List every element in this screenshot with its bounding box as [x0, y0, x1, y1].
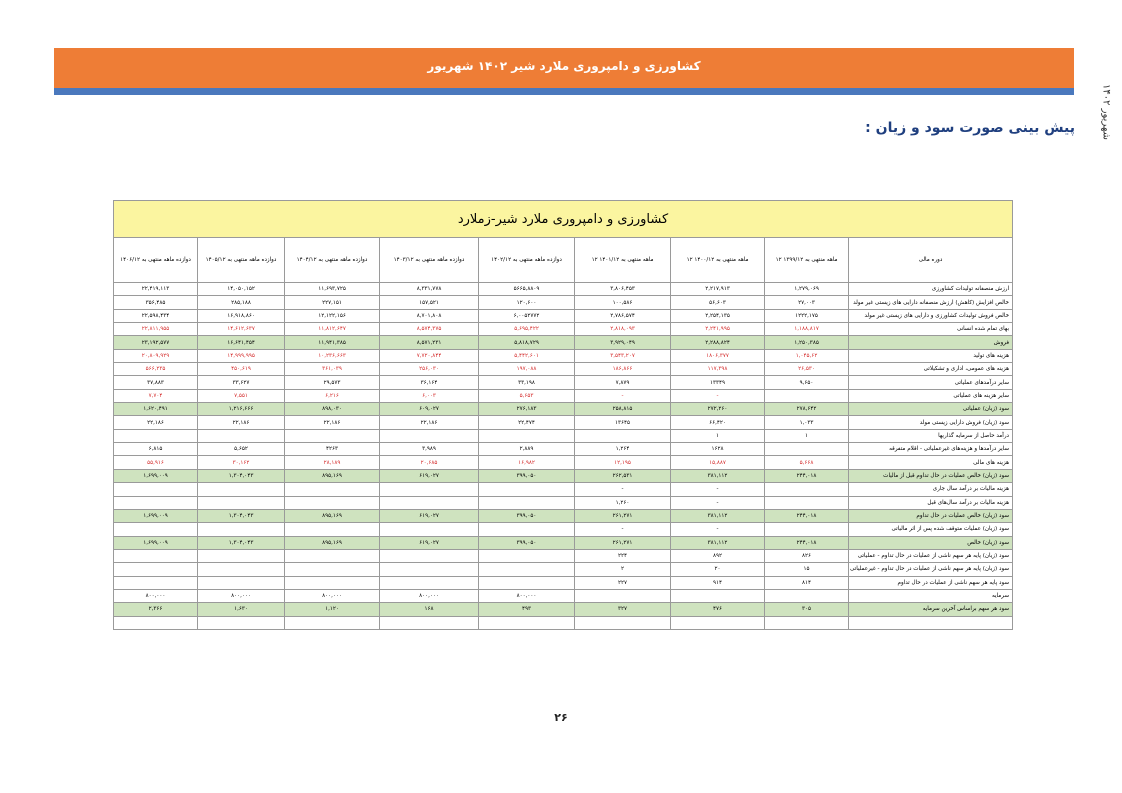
table-cell: ۲۰,۶۸۵: [380, 456, 479, 469]
table-cell: -: [575, 483, 671, 496]
table-cell: ۸۹۲: [671, 549, 765, 562]
table-row: [114, 403, 1013, 416]
table-cell: ۸,۵۷۱,۲۳۱: [380, 336, 479, 349]
table-cell: [479, 549, 575, 562]
column-header: ماهه منتهی به ۱۴۰۱/۱۲ ۱۲: [575, 238, 671, 283]
table-cell: ۶۱۹,۰۲۷: [380, 509, 479, 522]
table-cell: [380, 496, 479, 509]
table-cell: ۲۰,۸۰۹,۹۲۹: [114, 349, 198, 362]
table-cell: ۱,۲۷۹,۰۶۹: [765, 283, 849, 296]
row-label: بهای تمام شده انسانی: [849, 323, 1013, 336]
table-cell: ۶,۰۰۳: [380, 389, 479, 402]
row-label: خالص فروش تولیدات کشاورزی و دارایی های زیستی غیر مولد: [849, 309, 1013, 322]
table-cell: ۲۹,۵۷۳: [285, 376, 380, 389]
table-cell: ۵,۶۵۳: [479, 389, 575, 402]
table-cell: [479, 576, 575, 589]
header-underline: [54, 88, 1074, 95]
table-cell: [285, 496, 380, 509]
row-label: سود (زیان) عملیات متوقف شده پس از اثر مالیاتی: [849, 523, 1013, 536]
table-cell: [575, 589, 671, 602]
table-cell: ۱,۱۸۸,۸۱۷: [765, 323, 849, 336]
table-cell: ۳,۹۲۹,۰۴۹: [575, 336, 671, 349]
table-row: [114, 309, 1013, 322]
table-cell: ۲۷,۰۰۳: [765, 296, 849, 309]
table-cell: ۱۳۶۴۵: [575, 416, 671, 429]
table-cell: ۱,۲۶۴: [575, 443, 671, 456]
table-title: کشاورزی و دامپروری ملارد شیر-زملارد: [114, 201, 1013, 238]
row-label: سایر هزینه های عملیاتی: [849, 389, 1013, 402]
table-cell: ۱۵۷,۵۲۱: [380, 296, 479, 309]
table-cell: ۲,۷۸۶,۵۷۴: [575, 309, 671, 322]
table-cell: ۶۱۹,۰۲۷: [380, 536, 479, 549]
table-cell: ۳۰,۱۶۲: [198, 456, 285, 469]
table-cell: ۱,۲۵۰,۳۸۵: [765, 336, 849, 349]
table-cell: ۲: [575, 563, 671, 576]
table-cell: ۱,۶۹۹,۰۰۹: [114, 469, 198, 482]
row-label: سرمایه: [849, 589, 1013, 602]
table-cell: ۲۴۴,۰۱۸: [765, 536, 849, 549]
table-cell: [198, 616, 285, 629]
table-cell: -: [671, 523, 765, 536]
column-header: دوره مالی: [849, 238, 1013, 283]
row-label: خالص افزایش (کاهش) ارزش منصفانه دارایی های زیستی غیر مولد: [849, 296, 1013, 309]
table-cell: ۲۴۴,۰۱۸: [765, 469, 849, 482]
table-row: [114, 469, 1013, 482]
table-cell: [198, 429, 285, 442]
table-cell: ۸۰۰,۰۰۰: [285, 589, 380, 602]
table-cell: ۸۱۴: [765, 576, 849, 589]
table-cell: ۱,۲۶۰: [575, 496, 671, 509]
table-row: [114, 509, 1013, 522]
section-title: پیش بینی صورت سود و زیان :: [865, 120, 1075, 136]
table-cell: ۳۶,۱۶۴: [380, 376, 479, 389]
table-cell: ۲۳,۱۹۲,۵۷۷: [114, 336, 198, 349]
table-row: [114, 443, 1013, 456]
table-cell: [114, 563, 198, 576]
table-cell: [479, 563, 575, 576]
table-cell: ۲,۲۱۷,۹۱۳: [671, 283, 765, 296]
table-cell: ۶۰۹,۰۲۷: [380, 403, 479, 416]
table-cell: ۸۲۶: [765, 549, 849, 562]
income-statement-table: [113, 200, 1013, 630]
table-cell: ۲۷۸,۶۴۲: [765, 403, 849, 416]
table-row: [114, 483, 1013, 496]
table-cell: ۲۲۷: [575, 576, 671, 589]
table-cell: ۵۶,۶۰۳: [671, 296, 765, 309]
table-row: [114, 496, 1013, 509]
table-cell: [479, 496, 575, 509]
table-cell: ۵,۸۱۸,۷۲۹: [479, 336, 575, 349]
table-cell: ۱: [765, 429, 849, 442]
table-cell: ۱۴,۶۱۲,۶۳۷: [198, 323, 285, 336]
table-row: [114, 429, 1013, 442]
table-cell: ۱۱,۸۱۲,۶۴۷: [285, 323, 380, 336]
row-label: سود (زیان) فروش دارایی زیستی مولد: [849, 416, 1013, 429]
table-cell: ۲۶۱,۲۷۱: [575, 536, 671, 549]
table-row: [114, 376, 1013, 389]
table-cell: ۲۰: [671, 563, 765, 576]
row-label: درآمد حاصل از سرمایه گذاریها: [849, 429, 1013, 442]
table-cell: ۱۶,۹۸۲: [479, 456, 575, 469]
table-cell: ۲,۸۱۸,۰۹۳: [575, 323, 671, 336]
table-cell: ۳۹۹,۰۵۰: [479, 509, 575, 522]
table-cell: [765, 616, 849, 629]
table-cell: ۱,۰۳۳: [765, 416, 849, 429]
page-header-bar: [54, 48, 1074, 88]
table-cell: [114, 576, 198, 589]
table-cell: ۲۲,۱۸۶: [198, 416, 285, 429]
table-cell: [380, 523, 479, 536]
table-header-row: [114, 238, 1013, 283]
table-cell: ۸۹۸,۰۳۰: [285, 403, 380, 416]
table-cell: ۱۵: [765, 563, 849, 576]
row-label: هزینه های عمومی، اداری و تشکیلاتی: [849, 363, 1013, 376]
table-cell: ۸۹۵,۱۶۹: [285, 469, 380, 482]
row-label: هزینه های مالی: [849, 456, 1013, 469]
side-label: شهریور ۱۴۰۲: [1100, 84, 1112, 140]
table-cell: ۸۰۰,۰۰۰: [479, 589, 575, 602]
row-label: ارزش منصفانه تولیدات کشاورزی: [849, 283, 1013, 296]
table-cell: [285, 616, 380, 629]
table-row: [114, 323, 1013, 336]
table-cell: ۷,۷۰۴: [114, 389, 198, 402]
table-cell: ۲,۲۴۱,۹۹۵: [671, 323, 765, 336]
table-cell: ۲,۲۸۸,۸۲۴: [671, 336, 765, 349]
table-row: [114, 389, 1013, 402]
side-label-container: [1098, 72, 1114, 152]
table-cell: [575, 616, 671, 629]
table-cell: ۳,۸۰۶,۴۵۳: [575, 283, 671, 296]
table-cell: ۳۸۱,۱۱۲: [671, 536, 765, 549]
table-cell: ۲۵۶,۰۳۰: [380, 363, 479, 376]
table-row: [114, 416, 1013, 429]
table-cell: -: [671, 496, 765, 509]
table-cell: [380, 429, 479, 442]
table-cell: [671, 589, 765, 602]
table-cell: [285, 523, 380, 536]
table-cell: [380, 549, 479, 562]
table-cell: ۱۶۸: [380, 603, 479, 616]
row-label: سود (زیان) خالص عملیات در حال تداوم قبل از مالیات: [849, 469, 1013, 482]
table-row: [114, 336, 1013, 349]
table-cell: ۲۲,۵۹۸,۴۳۴: [114, 309, 198, 322]
table-cell: ۱۰۰,۵۸۶: [575, 296, 671, 309]
table-cell: ۱۶۲۸: [671, 443, 765, 456]
table-cell: [285, 483, 380, 496]
table-cell: ۵,۴۴۲,۶۰۱: [479, 349, 575, 362]
table-cell: ۵,۶۵۲: [198, 443, 285, 456]
column-header: دوازده ماهه منتهی به ۱۴۰۵/۱۲: [198, 238, 285, 283]
table-cell: ۴۷۶: [671, 603, 765, 616]
table-cell: ۱۱,۹۴۱,۳۸۵: [285, 336, 380, 349]
table-row: [114, 349, 1013, 362]
column-header: دوازده ماهه منتهی به ۱۴۰۲/۱۲: [479, 238, 575, 283]
table-cell: [765, 496, 849, 509]
table-cell: ۲۸,۱۸۹: [285, 456, 380, 469]
table-cell: ۱۹۷,۰۸۸: [479, 363, 575, 376]
table-cell: ۱۲,۱۹۵: [575, 456, 671, 469]
table-cell: ۲۶۲,۵۳۱: [575, 469, 671, 482]
table-cell: [765, 589, 849, 602]
table-row: [114, 456, 1013, 469]
table-cell: ۱,۶۹۹,۰۰۹: [114, 509, 198, 522]
table-cell: ۲۲,۸۱۱,۹۵۵: [114, 323, 198, 336]
table-cell: -: [575, 389, 671, 402]
table-cell: ۴۵۰,۶۱۹: [198, 363, 285, 376]
table-row: [114, 523, 1013, 536]
table-cell: [198, 549, 285, 562]
column-header: دوازده ماهه منتهی به ۱۴۰۴/۱۲: [285, 238, 380, 283]
table-cell: ۶,۲۱۶: [285, 389, 380, 402]
table-cell: [575, 429, 671, 442]
row-label: سایر درآمدها و هزینه‌های غیرعملیاتی - اقلام متفرقه: [849, 443, 1013, 456]
table-cell: [114, 496, 198, 509]
table-cell: ۵۶۶,۲۳۵: [114, 363, 198, 376]
table-cell: [198, 523, 285, 536]
table-cell: ۱,۳۰۴,۰۴۳: [198, 469, 285, 482]
row-label: هزینه مالیات بر درآمد سال‌های قبل: [849, 496, 1013, 509]
table-cell: -: [671, 483, 765, 496]
table-cell: [285, 576, 380, 589]
table-cell: ۱,۳۰۴,۰۴۳: [198, 509, 285, 522]
table-cell: ۲۲,۱۸۶: [285, 416, 380, 429]
column-header: ماهه منتهی به ۱۴۰۰/۱۲ ۱۲: [671, 238, 765, 283]
table-cell: ۵۵,۹۱۶: [114, 456, 198, 469]
table-cell: ۳۶۱,۰۳۹: [285, 363, 380, 376]
table-cell: ۸۰۰,۰۰۰: [198, 589, 285, 602]
table-cell: ۹۱۴: [671, 576, 765, 589]
table-cell: ۲۲,۴۱۹,۱۱۳: [114, 283, 198, 296]
table-cell: [198, 576, 285, 589]
table-cell: ۲۷۶,۱۸۳: [479, 403, 575, 416]
table-cell: ۲۲۷,۱۵۱: [285, 296, 380, 309]
table-row: [114, 283, 1013, 296]
table-cell: [479, 429, 575, 442]
table-cell: ۳۰۵: [765, 603, 849, 616]
table-cell: [114, 429, 198, 442]
table-cell: [380, 483, 479, 496]
column-header: ماهه منتهی به ۱۳۹۹/۱۲ ۱۲: [765, 238, 849, 283]
table-cell: ۸,۷۰۱,۸۰۸: [380, 309, 479, 322]
table-cell: ۲۲,۱۸۶: [380, 416, 479, 429]
table-cell: ۱۲,۱۲۲,۱۵۶: [285, 309, 380, 322]
row-label: [849, 616, 1013, 629]
table-cell: ۶,۸۱۵: [114, 443, 198, 456]
table-cell: [198, 483, 285, 496]
table-cell: ۳,۵۴۳,۲۰۷: [575, 349, 671, 362]
table-cell: ۳,۹۸۹: [380, 443, 479, 456]
table-row: [114, 589, 1013, 602]
table-cell: ۸۹۵,۱۶۹: [285, 509, 380, 522]
row-label: سایر درآمدهای عملیاتی: [849, 376, 1013, 389]
table-cell: ۲۴۴,۰۱۸: [765, 509, 849, 522]
table-cell: [479, 483, 575, 496]
table-cell: ۹,۶۵۰: [765, 376, 849, 389]
table-cell: ۶,۰۰۵۲۷۷۲: [479, 309, 575, 322]
table-cell: ۳۸۱,۱۱۲: [671, 509, 765, 522]
table-cell: ۸۰۰,۰۰۰: [380, 589, 479, 602]
table-cell: ۱۱,۶۹۳,۷۲۵: [285, 283, 380, 296]
table-cell: ۳۹۹,۰۵۰: [479, 536, 575, 549]
table-cell: ۲۷۲,۲۶۰: [671, 403, 765, 416]
table-cell: ۱۸۰۶,۳۷۷: [671, 349, 765, 362]
table-cell: ۲۶,۵۳۰: [765, 363, 849, 376]
table-cell: ۱۳۳۴۹: [671, 376, 765, 389]
table-cell: [380, 563, 479, 576]
row-label: سود (زیان) پایه هر سهم ناشی از عملیات در حال تداوم - عملیاتی: [849, 549, 1013, 562]
row-label: سود پایه هر سهم ناشی از عملیات در حال تداوم: [849, 576, 1013, 589]
table-cell: ۲,۳۶۶: [114, 603, 198, 616]
header-title: کشاورزی و دامپروری ملارد شیر ۱۴۰۲ شهریور: [427, 59, 701, 73]
table-cell: [765, 523, 849, 536]
table-row: [114, 616, 1013, 629]
table-cell: ۳۸۱,۱۱۲: [671, 469, 765, 482]
table-row: [114, 603, 1013, 616]
table-cell: ۶۱۹,۰۲۷: [380, 469, 479, 482]
table-cell: [114, 523, 198, 536]
table-cell: ۱۲۲۲,۱۷۵: [765, 309, 849, 322]
table-cell: ۴۹۳: [479, 603, 575, 616]
table-cell: ۷,۵۵۱: [198, 389, 285, 402]
row-label: سود (زیان) عملیاتی: [849, 403, 1013, 416]
table-cell: ۲۶۱,۲۷۱: [575, 509, 671, 522]
table-cell: ۲۲,۴۷۴: [479, 416, 575, 429]
table-row: [114, 363, 1013, 376]
table-cell: [198, 563, 285, 576]
table-cell: ۱,۳۰۴,۰۴۳: [198, 536, 285, 549]
table-cell: ۴۲۶۳: [285, 443, 380, 456]
table-cell: ۱۲۰,۶۰۰: [479, 296, 575, 309]
column-header: دوازده ماهه منتهی به ۱۴۰۳/۱۲: [380, 238, 479, 283]
row-label: سود هر سهم براساس آخرین سرمایه: [849, 603, 1013, 616]
table-cell: ۱,۲۱۶,۶۶۶: [198, 403, 285, 416]
table-cell: ۱,۰۴۵,۶۲: [765, 349, 849, 362]
row-label: سود (زیان) پایه هر سهم ناشی از عملیات در حال تداوم - غیرعملیاتی: [849, 563, 1013, 576]
table-cell: ۳۵۶,۴۸۵: [114, 296, 198, 309]
table-cell: ۱,۱۲۰: [285, 603, 380, 616]
table-cell: ۳۳,۶۲۷: [198, 376, 285, 389]
table-cell: ۳۹۹,۰۵۰: [479, 469, 575, 482]
table-cell: [285, 429, 380, 442]
table-cell: -: [575, 523, 671, 536]
table-row: [114, 563, 1013, 576]
table-cell: ۱۵,۸۸۷: [671, 456, 765, 469]
table-cell: [114, 549, 198, 562]
table-cell: ۸,۵۷۴,۳۷۵: [380, 323, 479, 336]
table-cell: ۲۲۴: [575, 549, 671, 562]
table-cell: ۸,۳۳۱,۷۷۸: [380, 283, 479, 296]
row-label: سود (زیان) خالص: [849, 536, 1013, 549]
table-cell: ۷,۷۲۰,۸۴۴: [380, 349, 479, 362]
table-cell: ۲,۸۸۹: [479, 443, 575, 456]
table-cell: ۶۶,۴۲۰: [671, 416, 765, 429]
table-cell: [765, 443, 849, 456]
table-row: [114, 549, 1013, 562]
table-cell: ۲,۲۵۴,۱۳۵: [671, 309, 765, 322]
table-cell: ۱۰,۲۳۶,۶۶۳: [285, 349, 380, 362]
column-header: دوازده ماهه منتهی به ۱۴۰۶/۱۲: [114, 238, 198, 283]
table-row: [114, 576, 1013, 589]
table-cell: [380, 616, 479, 629]
table-cell: [671, 616, 765, 629]
table-cell: ۱۴,۰۵۰,۱۵۲: [198, 283, 285, 296]
table-cell: ۵۶۶۵,۸۸۰۹: [479, 283, 575, 296]
table-cell: [285, 563, 380, 576]
table-cell: ۳۷,۸۸۳: [114, 376, 198, 389]
table-cell: ۱: [671, 429, 765, 442]
table-cell: ۱,۶۲۰,۴۹۱: [114, 403, 198, 416]
table-cell: ۱۱۷,۳۹۸: [671, 363, 765, 376]
page-number: ۲۶: [554, 711, 568, 724]
table-row: [114, 296, 1013, 309]
table-cell: ۱۸۶,۸۶۶: [575, 363, 671, 376]
table-cell: ۸۰۰,۰۰۰: [114, 589, 198, 602]
table-cell: [765, 389, 849, 402]
table-cell: ۸۹۵,۱۶۹: [285, 536, 380, 549]
table-cell: [114, 483, 198, 496]
table-cell: [285, 549, 380, 562]
table-cell: ۳۲۷: [575, 603, 671, 616]
row-label: هزینه های تولید: [849, 349, 1013, 362]
table-cell: ۲۸۵,۱۸۸: [198, 296, 285, 309]
table-cell: ۲۵۸,۸۱۵: [575, 403, 671, 416]
row-label: هزینه مالیات بر درآمد سال جاری: [849, 483, 1013, 496]
table-cell: [765, 483, 849, 496]
table-cell: ۱۶,۹۱۸,۸۶۰: [198, 309, 285, 322]
table-cell: ۲۲,۱۸۶: [114, 416, 198, 429]
table-cell: [198, 496, 285, 509]
table-cell: ۱۶,۶۴۱,۴۵۴: [198, 336, 285, 349]
table-row: [114, 536, 1013, 549]
table-cell: -: [671, 389, 765, 402]
table-cell: [479, 616, 575, 629]
table-cell: [479, 523, 575, 536]
table-cell: ۱,۶۳۰: [198, 603, 285, 616]
row-label: فروش: [849, 336, 1013, 349]
table-cell: ۱,۶۹۹,۰۰۹: [114, 536, 198, 549]
table-cell: [380, 576, 479, 589]
table-cell: ۵,۶۹۵,۴۲۲: [479, 323, 575, 336]
table-cell: ۱۴,۹۹۹,۹۹۵: [198, 349, 285, 362]
table-cell: ۵,۶۶۸: [765, 456, 849, 469]
table-cell: ۳۳,۱۹۸: [479, 376, 575, 389]
table-cell: [114, 616, 198, 629]
table-cell: ۷,۸۷۹: [575, 376, 671, 389]
row-label: سود (زیان) خالص عملیات در حال تداوم: [849, 509, 1013, 522]
